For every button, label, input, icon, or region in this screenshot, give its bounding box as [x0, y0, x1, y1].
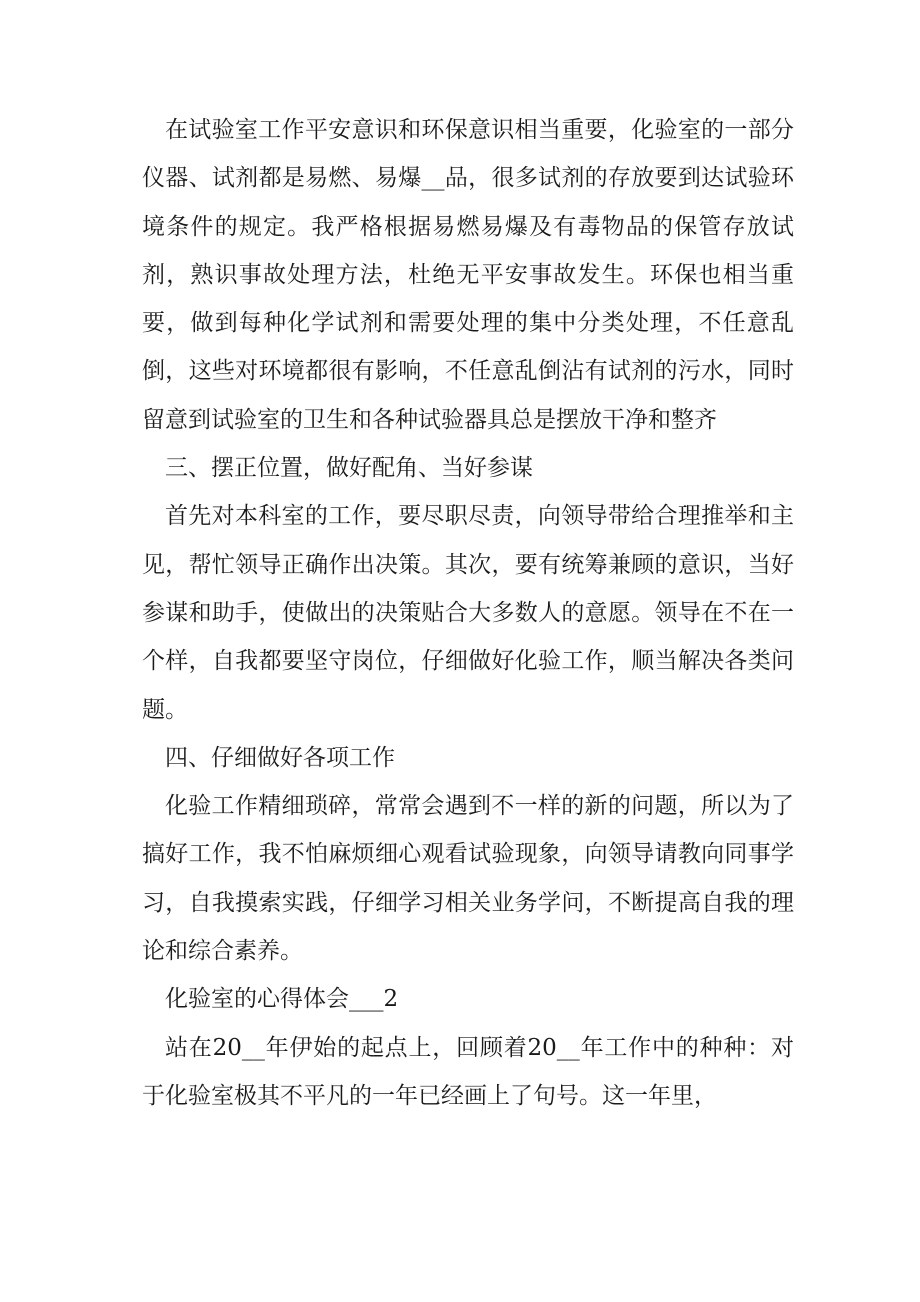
document-page — [142, 106, 794, 1120]
paragraph-safety-environment: 在试验室工作平安意识和环保意识相当重要，化验室的一部分仪器、试剂都是易燃、易爆__品，很多试剂的存放要到达试验环境条件的规定。我严格根据易燃易爆及有毒物品的保管存放试剂，熟识事故处理方法，杜绝无平安事故发生。环保也相当重要，做到每种化学试剂和需要处理的集中分类处理，不任意乱倒，这些对环境都很有影响，不任意乱倒沾有试剂的污水，同时留意到试验室的卫生和各种试验器具总是摆放干净和整齐 — [142, 117, 794, 433]
section-heading-4: 四、仔细做好各项工作 — [165, 744, 395, 771]
paragraph-year-review: 站在20__年伊始的起点上，回顾着20__年工作中的种种：对于化验室极其不平凡的一年已经画上了句号。这一年里， — [142, 1034, 794, 1109]
section-heading-3: 三、摆正位置，做好配角、当好参谋 — [165, 455, 533, 482]
paragraph-careful-work: 化验工作精细琐碎，常常会遇到不一样的新的问题，所以为了搞好工作，我不怕麻烦细心观看试验现象，向领导请教向同事学习，自我摸索实践，仔细学习相关业务学问，不断提高自我的理论和综合素养。 — [142, 793, 794, 965]
article-title-2: 化验室的心得体会___2 — [165, 986, 399, 1013]
paragraph-supporting-role: 首先对本科室的工作，要尽职尽责，向领导带给合理推举和主见，帮忙领导正确作出决策。其次，要有统筹兼顾的意识，当好参谋和助手，使做出的决策贴合大多数人的意愿。领导在不在一个样，自我都要坚守岗位，仔细做好化验工作，顺当解决各类问题。 — [142, 503, 794, 723]
